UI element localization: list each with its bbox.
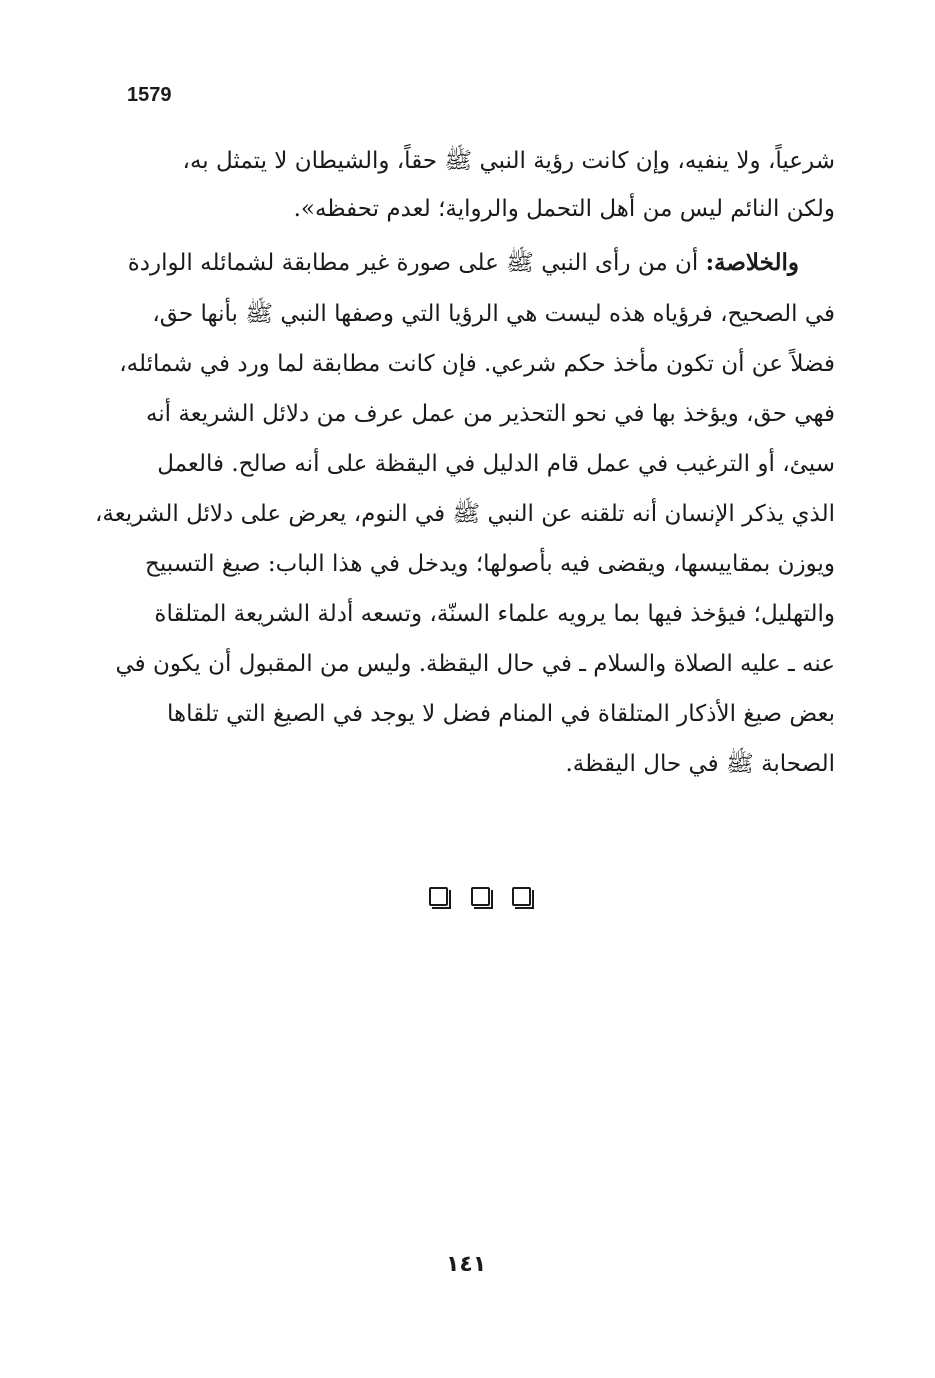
text-line-11: عنه ـ عليه الصلاة والسلام ـ في حال اليقظة. وليس من المقبول أن يكون في	[115, 651, 835, 677]
text-line-8: الذي يذكر الإنسان أنه تلقنه عن النبي ﷺ في النوم، يعرض على دلائل الشريعة،	[94, 501, 835, 527]
page-number-bottom: ١٤١	[446, 1252, 487, 1277]
text-line-2: ولكن النائم ليس من أهل التحمل والرواية؛ لعدم تحفظه».	[293, 196, 835, 222]
separator-box-icon	[512, 887, 531, 906]
text-line-9: ويوزن بمقاييسها، ويقضى فيه بأصولها؛ ويدخل في هذا الباب: صيغ التسبيح	[144, 551, 835, 577]
separator-box-icon	[429, 887, 448, 906]
text-line-5: فضلاً عن أن تكون مأخذ حكم شرعي. فإن كانت مطابقة لما ورد في شمائله،	[119, 351, 835, 377]
text-line-13: الصحابة ﷺ في حال اليقظة.	[565, 751, 835, 777]
conclusion-label: والخلاصة:	[705, 249, 799, 276]
text-line-7: سيئ، أو الترغيب في عمل قام الدليل في اليقظة على أنه صالح. فالعمل	[157, 451, 835, 477]
body-text	[94, 0, 835, 1378]
text-line-10: والتهليل؛ فيؤخذ فيها بما يرويه علماء السنّة، وتسعه أدلة الشريعة المتلقاة	[154, 601, 835, 627]
text-line-4: في الصحيح، فرؤياه هذه ليست هي الرؤيا التي وصفها النبي ﷺ بأنها حق،	[152, 301, 835, 327]
page-number-top: 1579	[127, 84, 172, 106]
text-line-6: فهي حق، ويؤخذ بها في نحو التحذير من عمل عرف من دلائل الشريعة أنه	[145, 401, 835, 427]
text-line-12: بعض صيغ الأذكار المتلقاة في المنام فضل لا يوجد في الصيغ التي تلقاها	[167, 701, 835, 727]
conclusion-line	[127, 251, 799, 275]
separator-box-icon	[471, 887, 490, 906]
text-line-1: شرعياً، ولا ينفيه، وإن كانت رؤية النبي ﷺ حقاً، والشيطان لا يتمثل به،	[182, 148, 835, 174]
section-separator	[429, 887, 531, 913]
conclusion-text: أن من رأى النبي ﷺ على صورة غير مطابقة لشمائله الواردة	[127, 250, 706, 276]
